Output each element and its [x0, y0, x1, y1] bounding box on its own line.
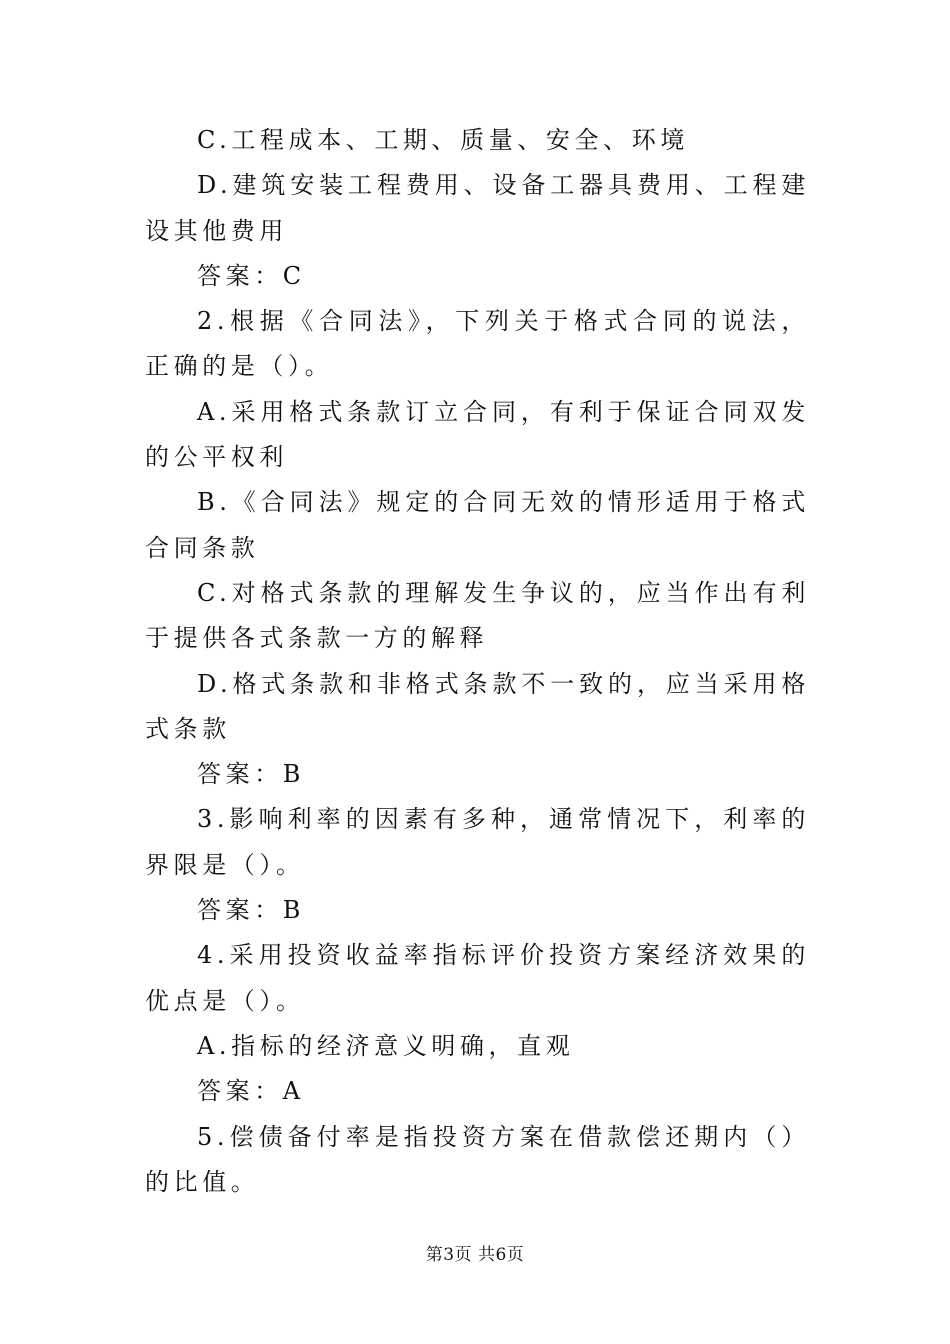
document-body: [145, 118, 810, 1205]
answer-q4: 答案：A: [197, 1077, 305, 1106]
option-a-q2: A.采用格式条款订立合同，有利于保证合同双发的公平权利: [145, 397, 810, 472]
option-b-q2: B.《合同法》规定的合同无效的情形适用于格式合同条款: [145, 488, 810, 562]
page-number-footer: 第3页 共6页: [425, 1245, 525, 1265]
option-c-q1: C.工程成本、工期、质量、安全、环境: [197, 126, 689, 154]
option-d-q2: D.格式条款和非格式条款不一致的，应当采用格式条款: [145, 669, 810, 743]
option-d-q1: D.建筑安装工程费用、设备工器具费用、工程建设其他费用: [145, 171, 810, 245]
question-4: 4.采用投资收益率指标评价投资方案经济效果的优点是（）。: [145, 941, 810, 1015]
question-3: 3.影响利率的因素有多种，通常情况下，利率的界限是（）。: [145, 805, 810, 879]
answer-q2: 答案：B: [197, 760, 306, 789]
option-c-q2: C.对格式条款的理解发生争议的，应当作出有利于提供各式条款一方的解释: [145, 578, 810, 653]
answer-q1: 答案：C: [197, 261, 306, 290]
question-5: 5.偿债备付率是指投资方案在借款偿还期内（）的比值。: [145, 1122, 810, 1196]
answer-q3: 答案：B: [197, 896, 306, 925]
question-2: 2.根据《合同法》，下列关于格式合同的说法，正确的是（）。: [145, 307, 810, 381]
option-a-q4: A.指标的经济意义明确，直观: [197, 1031, 575, 1060]
